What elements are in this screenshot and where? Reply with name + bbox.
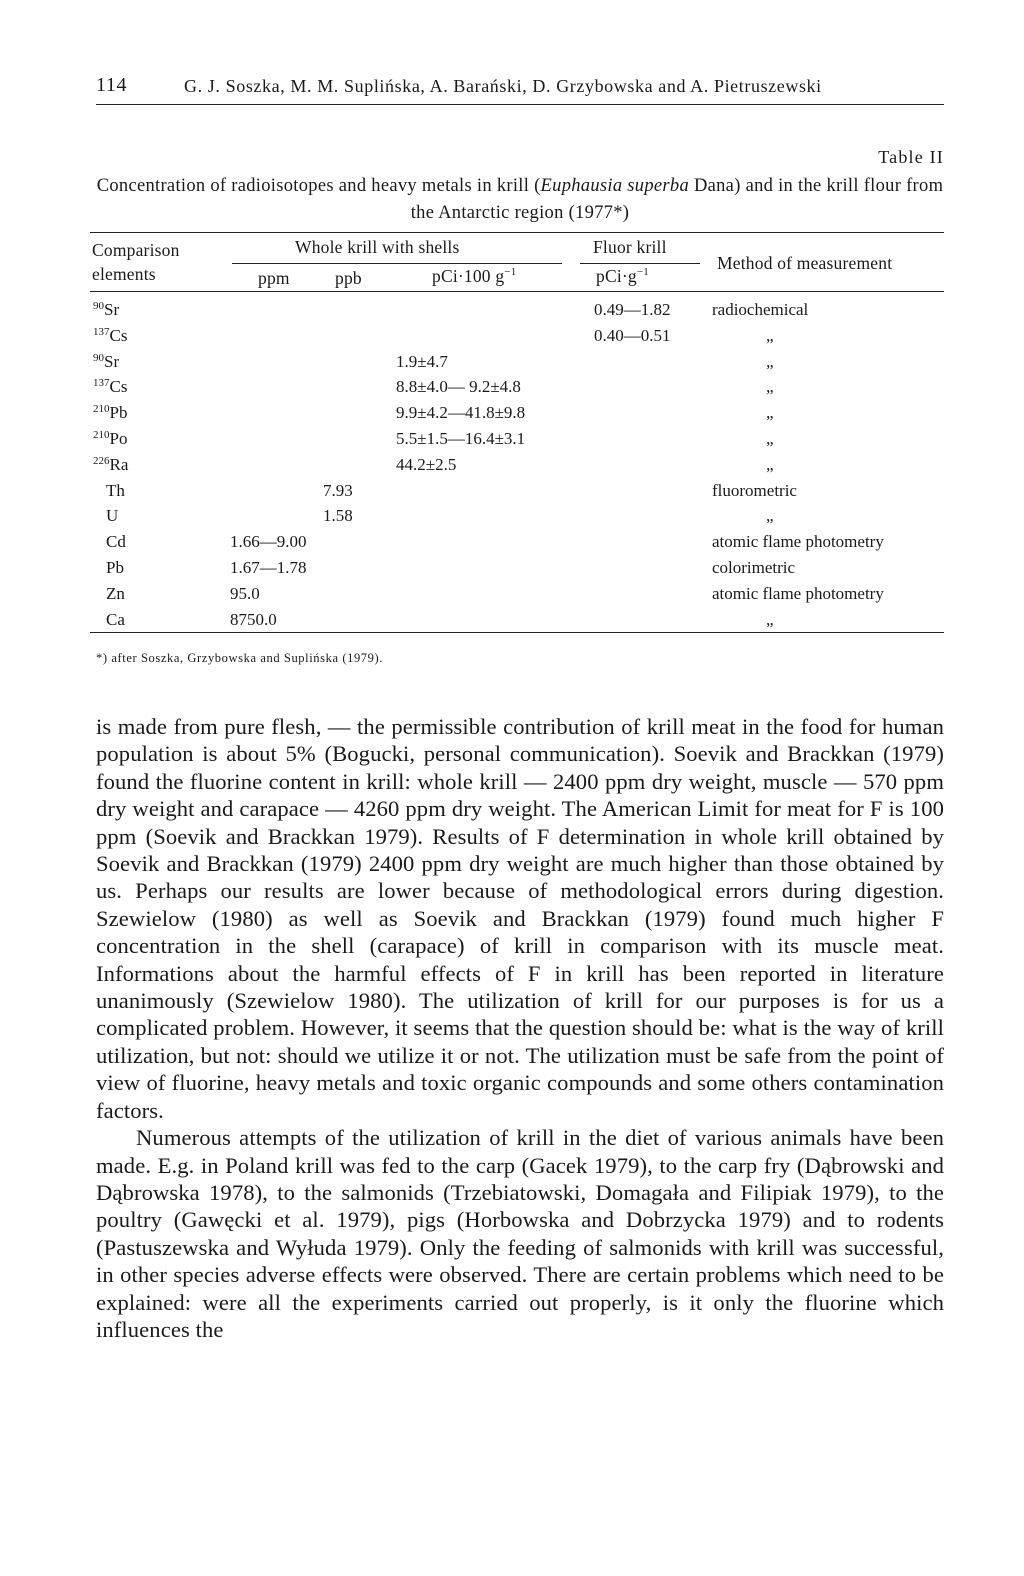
paragraph-2: Numerous attempts of the utilization of krill in the diet of various animals have been made. E.g. in Poland krill was fed to the carp (Gacek 1979), to the carp fry (Dąbrowski and Dąbrowska 1978), to the salmonids (Trzebiatowski, Domagała and Filipiak 1979), to the poultry (Gawęcki et al. 1979), pigs (Horbowska and Dobrzycka 1979) and to rodents (Pastuszewska and Wyłuda 1979). Only the feeding of salmonids with krill was successful, in other species adverse effects were observed. There are certain problems which need to be explained: were all the experiments carried out properly, is it only the fluorine which influences the	[96, 1125, 944, 1342]
table-cell-ppm: 95.0	[230, 583, 260, 603]
caption-text-end: Dana) and in the krill flour from the Antarctic region (1977*)	[410, 176, 944, 223]
table-cell-method: fluorometric	[712, 480, 797, 500]
element-symbol: Sr	[104, 351, 120, 371]
header-elements: elements	[92, 264, 156, 284]
page-number: 114	[96, 74, 128, 96]
table-cell-method: „	[766, 325, 774, 345]
table-cell-pci100: 5.5±1.5—16.4±3.1	[396, 429, 526, 448]
table-cell-method: „	[766, 351, 774, 371]
table-cell-ppm: 1.67—1.78	[230, 558, 307, 577]
table-cell-pci100: 44.2±2.5	[396, 454, 457, 474]
table-cell-ppm: 8750.0	[230, 609, 277, 629]
element-symbol: Ca	[106, 609, 125, 629]
element-symbol: Th	[106, 480, 125, 500]
header-ppb: ppb	[335, 268, 362, 288]
table-row-element	[93, 455, 128, 475]
table-cell-fluor: 0.49—1.82	[594, 300, 671, 319]
body-text	[96, 713, 944, 1343]
running-header-authors: G. J. Soszka, M. M. Suplińska, A. Barański, D. Grzybowska and A. Pietruszewski	[184, 76, 822, 96]
header-pci-100g	[432, 266, 516, 287]
element-symbol: Zn	[106, 583, 125, 603]
table-cell-ppb: 1.58	[323, 506, 353, 526]
element-symbol: Pb	[109, 403, 128, 423]
table-row-element	[93, 403, 127, 423]
isotope-mass-number: 90	[93, 300, 104, 312]
element-symbol: Sr	[104, 300, 120, 319]
header-pci-g	[596, 266, 649, 287]
table-cell-method: „	[766, 429, 774, 448]
element-symbol: Cs	[109, 325, 128, 345]
element-symbol: Cs	[109, 377, 128, 397]
header-pci-g-exp: −1	[636, 266, 649, 279]
header-pci-100g-text: pCi·100 g	[432, 266, 505, 286]
table-header-rule	[90, 291, 944, 292]
table-footnote: *) after Soszka, Grzybowska and Suplińska (1979).	[96, 651, 383, 665]
table-row-element	[106, 506, 118, 526]
table-top-rule	[90, 232, 944, 233]
table-cell-method: radiochemical	[712, 300, 809, 319]
element-symbol: Po	[109, 429, 128, 448]
table-cell-pci100: 8.8±4.0— 9.2±4.8	[396, 377, 521, 397]
table-cell-method: „	[766, 454, 774, 474]
table-row-element	[106, 481, 125, 501]
header-ppm: ppm	[258, 268, 290, 288]
table-cell-pci100: 9.9±4.2—41.8±9.8	[396, 403, 526, 423]
header-pci-g-text: pCi·g	[596, 266, 637, 286]
element-symbol: U	[106, 506, 119, 526]
running-header	[96, 74, 944, 104]
header-rule	[96, 104, 944, 105]
table-row-element	[93, 300, 119, 320]
table-bottom-rule	[90, 632, 944, 633]
table-cell-method: atomic flame photometry	[712, 583, 884, 603]
element-symbol: Pb	[106, 558, 124, 577]
header-comparison: Comparison	[92, 240, 180, 260]
table-row-element	[93, 377, 127, 397]
caption-species: Euphausia superba	[540, 176, 690, 196]
table-cell-method: colorimetric	[712, 558, 796, 577]
table-cell-method: „	[766, 609, 774, 629]
table-row-element	[93, 429, 127, 449]
paragraph-1: is made from pure flesh, — the permissible contribution of krill meat in the food for human population is about 5% (Bogucki, personal communication). Soevik and Brackkan (1979) found the fluorine content in krill: whole krill — 2400 ppm dry weight, muscle — 570 ppm dry weight and carapace — 4260 ppm dry weight. The American Limit for meat for F is 100 ppm (Soevik and Brackkan 1979). Results of F determination in whole krill obtained by Soevik and Brackkan (1979) 2400 ppm dry weight are much higher than those obtained by us. Perhaps our results are lower because of methodological errors during digestion. Szewielow (1980) as well as Soevik and Brackkan (1979) found much higher F concentration in the shell (carapace) of krill in comparison with its muscle meat. Informations about the harmful effects of F in krill has been reported in literature unanimously (Szewielow 1980). The utilization of krill for our purposes is for us a complicated problem. However, it seems that the question should be: what is the way of krill utilization, but not: should we utilize it or not. The utilization must be safe from the point of view of fluorine, heavy metals and toxic organic compounds and some others contamination factors.	[96, 714, 944, 1123]
caption-text: Concentration of radioisotopes and heavy metals in krill (	[96, 176, 541, 196]
table-cell-pci100: 1.9±4.7	[396, 351, 448, 371]
table-cell-method: atomic flame photometry	[712, 532, 884, 552]
isotope-mass-number: 90	[93, 351, 104, 364]
table-cell-fluor: 0.40—0.51	[594, 325, 671, 345]
isotope-mass-number: 137	[93, 325, 110, 338]
table-row-element	[106, 532, 126, 552]
table-cell-method: „	[766, 377, 774, 397]
table-cell-ppm: 1.66—9.00	[230, 532, 307, 552]
table-row-element	[106, 610, 125, 630]
isotope-mass-number: 226	[93, 454, 110, 467]
header-pci-100g-exp: −1	[504, 266, 517, 279]
table-row-element	[93, 326, 127, 346]
fluor-krill-rule	[580, 263, 700, 264]
element-symbol: Ra	[109, 454, 129, 474]
table-cell-ppb: 7.93	[323, 480, 353, 500]
table-label: Table II	[878, 147, 944, 167]
whole-krill-rule	[232, 263, 562, 264]
header-whole-krill: Whole krill with shells	[295, 237, 460, 257]
table-caption	[96, 173, 944, 227]
table-row-element	[93, 352, 119, 372]
element-symbol: Cd	[106, 532, 126, 552]
table-row-element	[106, 558, 124, 578]
table-row-element	[106, 584, 125, 604]
table-cell-method: „	[766, 403, 774, 423]
table-cell-method: „	[766, 506, 774, 526]
header-fluor-krill: Fluor krill	[593, 237, 667, 257]
header-method: Method of measurement	[717, 253, 893, 273]
isotope-mass-number: 210	[93, 429, 110, 441]
isotope-mass-number: 210	[93, 403, 110, 416]
isotope-mass-number: 137	[93, 377, 110, 390]
